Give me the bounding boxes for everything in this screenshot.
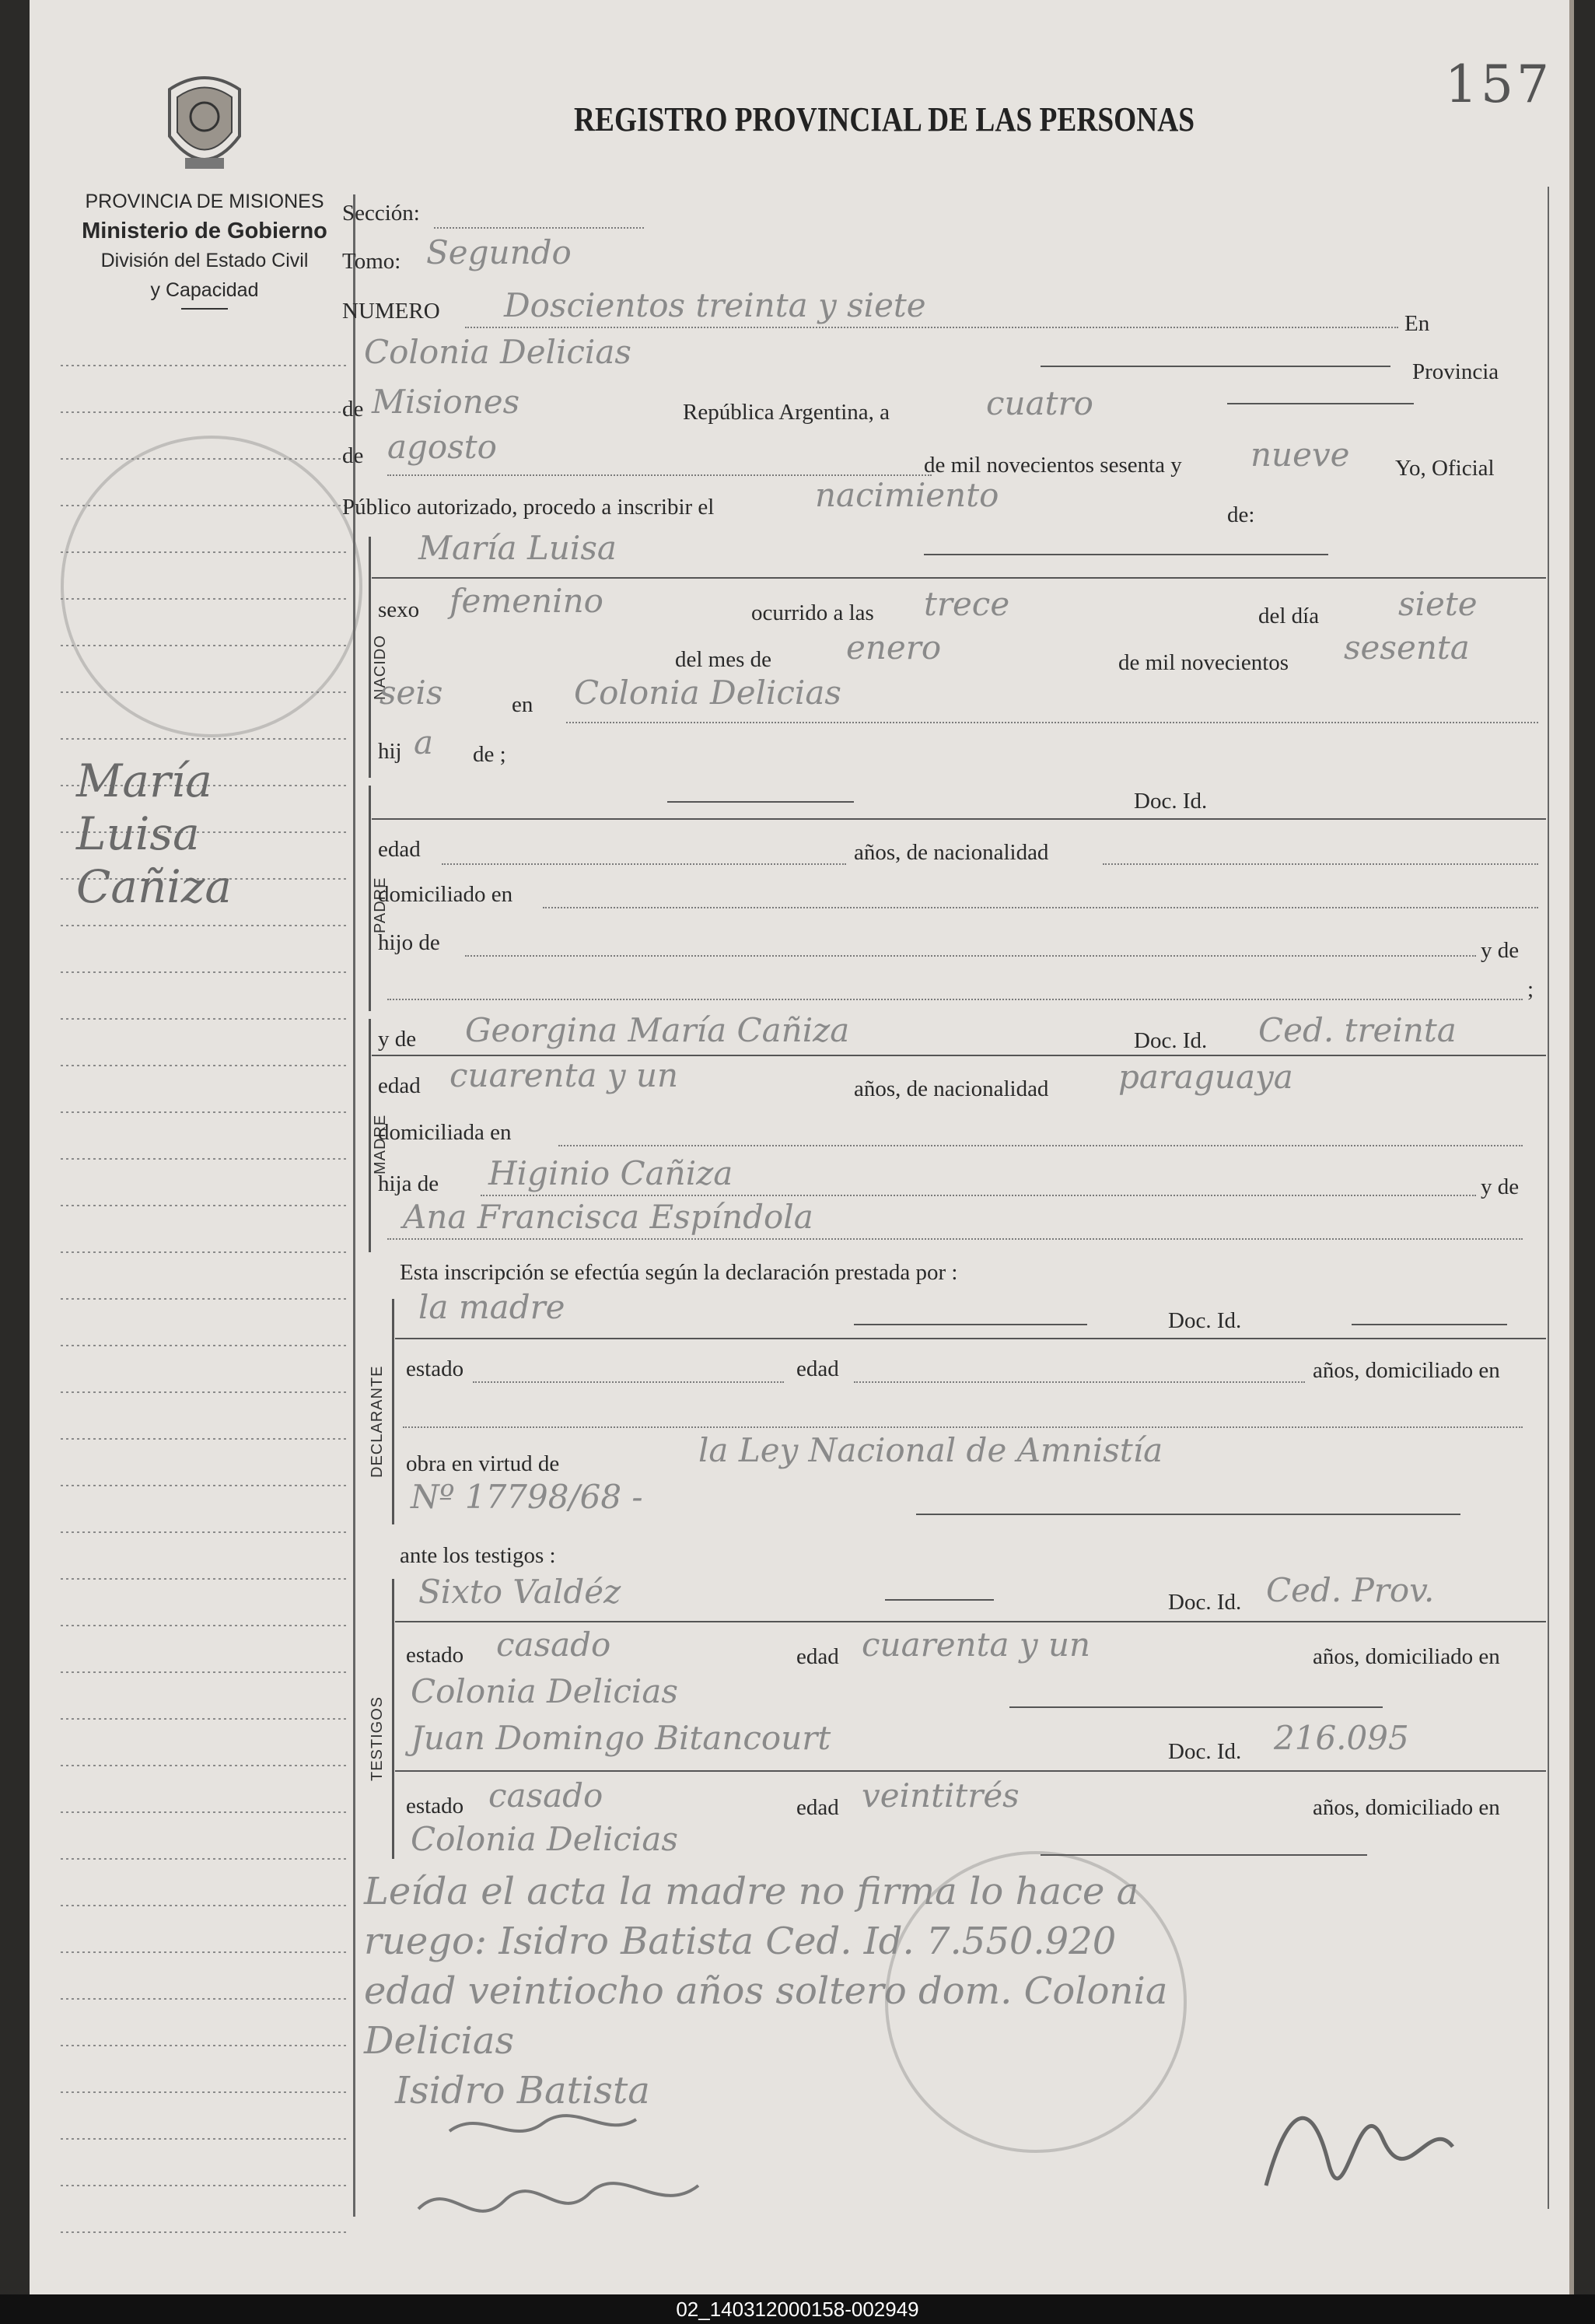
obs-line-5: Isidro Batista [395, 2069, 650, 2112]
padre-edad-label: edad [378, 837, 421, 862]
republica-label: República Argentina, a [683, 400, 890, 425]
signatures-left [403, 2100, 807, 2256]
section-bar-nacido [369, 537, 371, 778]
testigo1-top-rule [395, 1621, 1546, 1622]
issuing-authority [61, 187, 348, 313]
testigo2-top-rule [395, 1770, 1546, 1772]
testigo1-dom-value: Colonia Delicias [411, 1672, 678, 1710]
madre-nombre-value: Georgina María Cañiza [465, 1011, 850, 1049]
seccion-label: Sección: [342, 201, 420, 226]
page-number: 157 [1445, 54, 1552, 114]
sexo-value: femenino [449, 582, 603, 620]
officer-signature [1243, 2069, 1476, 2209]
madre-nac-label: años, de nacionalidad [854, 1076, 1049, 1101]
dia-acta-value: cuatro [986, 384, 1093, 422]
madre-y-de-label: y de [378, 1027, 417, 1052]
hij-label: hij [378, 739, 402, 764]
dia-acta-dash [1227, 403, 1414, 404]
padre-name-dash [667, 801, 854, 803]
madre-hija-label: hija de [378, 1171, 439, 1196]
declarante-dom-label: años, domiciliado en [1313, 1358, 1500, 1383]
margin-name [76, 754, 232, 913]
margin-name-3: Cañiza [76, 860, 232, 913]
declarante-edad-line [854, 1381, 1305, 1383]
hij-suffix-value: a [414, 723, 434, 761]
padre-dom-label: domiciliado en [378, 882, 513, 907]
lugar-nac-value: Colonia Delicias [574, 674, 841, 712]
section-bar-padre [369, 786, 371, 1011]
padre-edad-line [442, 863, 846, 865]
divider [181, 308, 228, 310]
madre-nac-value: paraguaya [1118, 1058, 1293, 1096]
testigo1-dom-dash [1009, 1706, 1383, 1708]
testigo1-dash [885, 1599, 994, 1601]
section-bar-declarante [392, 1299, 394, 1524]
madre-madre-value: Ana Francisca Espíndola [403, 1198, 813, 1236]
padre-doc-label: Doc. Id. [1134, 789, 1208, 814]
de-label-2: de [342, 443, 364, 468]
section-declarante: DECLARANTE [369, 1365, 386, 1478]
declarante-edad-label: edad [796, 1356, 839, 1381]
padre-dom-line [543, 907, 1538, 908]
testigo1-estado-label: estado [406, 1643, 464, 1668]
madre-madre-line [387, 1238, 1523, 1240]
provincia-value: Misiones [372, 383, 520, 421]
padre-hijo-label: hijo de [378, 930, 440, 955]
madre-dom-line [558, 1145, 1523, 1146]
province-label: PROVINCIA DE MISIONES [85, 191, 324, 212]
hora-value: trece [924, 585, 1010, 623]
nombre-dash [924, 554, 1328, 555]
testigo2-dom-dash [1041, 1854, 1367, 1856]
lugar-nac-line [566, 722, 1538, 723]
madre-doc-value: Ced. treinta [1258, 1011, 1457, 1049]
margin-name-1: María [76, 754, 212, 807]
publico-label: Público autorizado, procedo a inscribir el [342, 495, 715, 520]
division-label-1: División del Estado Civil [100, 250, 309, 271]
padre-madre-line [387, 999, 1523, 1000]
testigo1-doc-label: Doc. Id. [1168, 1590, 1242, 1615]
yo-oficial-label: Yo, Oficial [1395, 456, 1495, 481]
del-dia-label: del día [1258, 604, 1320, 628]
section-madre: MADRE [372, 1114, 389, 1174]
obs-line-3: edad veintiocho años soltero dom. Colonia [364, 1969, 1168, 2013]
del-mes-label: del mes de [675, 647, 772, 672]
declarante-dom-line [403, 1426, 1523, 1428]
testigo1-edad-label: edad [796, 1644, 839, 1669]
ante-label: ante los testigos : [400, 1543, 556, 1568]
obs-line-4: Delicias [364, 2019, 515, 2063]
obs-line-1: Leída el acta la madre no firma lo hace a [364, 1870, 1139, 1913]
registry-stamp [61, 436, 362, 737]
tipo-value: nacimiento [815, 476, 999, 514]
padre-y-de-label: y de [1481, 938, 1520, 963]
division-label-2: y Capacidad [150, 279, 259, 301]
padre-hijo-line [465, 955, 1476, 957]
numero-label: NUMERO [342, 299, 440, 324]
anio-nac-value-1: sesenta [1344, 628, 1470, 667]
sexo-label: sexo [378, 597, 420, 622]
testigo1-dom-label: años, domiciliado en [1313, 1644, 1500, 1669]
tomo-value: Segundo [426, 233, 572, 271]
mil-novecientos-label: de mil novecientos [1118, 650, 1289, 675]
obra-value-2: Nº 17798/68 - [411, 1478, 643, 1516]
section-padre: PADRE [372, 877, 389, 933]
testigo2-edad-value: veintitrés [862, 1776, 1020, 1815]
right-border [1548, 187, 1549, 2209]
provincia-label: Provincia [1412, 359, 1499, 384]
testigo2-dom-label: años, domiciliado en [1313, 1795, 1500, 1820]
madre-edad-value: cuarenta y un [449, 1056, 679, 1094]
dia-nac-value: siete [1398, 585, 1478, 623]
testigo1-doc-value: Ced. Prov. [1266, 1571, 1435, 1609]
madre-hija-line [481, 1195, 1476, 1196]
madre-padre-value: Higinio Cañiza [488, 1154, 733, 1192]
anio-acta-value: nueve [1250, 436, 1350, 474]
en-label: En [1404, 311, 1430, 336]
section-bar-testigos [392, 1579, 394, 1859]
ministry-label: Ministerio de Gobierno [82, 219, 327, 243]
madre-edad-label: edad [378, 1073, 421, 1098]
section-testigos: TESTIGOS [369, 1696, 386, 1781]
de-semi-label: de ; [473, 742, 506, 767]
padre-top-rule [372, 818, 1546, 820]
mes-acta-value: agosto [387, 428, 497, 466]
mes-nac-value: enero [846, 628, 942, 667]
declarante-dash [854, 1324, 1087, 1325]
anio-nac-value-2: seis [380, 674, 443, 712]
padre-nac-label: años, de nacionalidad [854, 840, 1049, 865]
observations [364, 1867, 1167, 2116]
obra-label: obra en virtud de [406, 1451, 560, 1476]
madre-doc-label: Doc. Id. [1134, 1028, 1208, 1053]
testigo1-edad-value: cuarenta y un [862, 1626, 1091, 1664]
madre-dom-label: domiciliada en [378, 1120, 512, 1145]
lugar-value: Colonia Delicias [364, 333, 631, 371]
testigo1-value: Sixto Valdéz [418, 1573, 621, 1611]
tomo-label: Tomo: [342, 249, 401, 274]
en-lower-label: en [512, 692, 533, 717]
madre-y-de-label-2: y de [1481, 1174, 1520, 1199]
declarante-value: la madre [418, 1288, 565, 1326]
numero-line [465, 327, 1398, 328]
testigo1-estado-value: casado [496, 1626, 611, 1664]
testigo2-estado-value: casado [488, 1776, 603, 1815]
testigo2-estado-label: estado [406, 1794, 464, 1818]
padre-semicolon: ; [1527, 977, 1534, 1002]
mil-sesenta-label: de mil novecientos sesenta y [924, 453, 1182, 478]
declarante-doc-label: Doc. Id. [1168, 1308, 1242, 1333]
page-title: REGISTRO PROVINCIAL DE LAS PERSONAS [574, 100, 1195, 138]
obra-value: la Ley Nacional de Amnistía [698, 1431, 1163, 1469]
inscripcion-label: Esta inscripción se efectúa según la declaración prestada por : [400, 1260, 958, 1285]
declarante-estado-line [473, 1381, 784, 1383]
testigo2-doc-label: Doc. Id. [1168, 1739, 1242, 1764]
testigo2-doc-value: 216.095 [1274, 1719, 1409, 1757]
obs-line-2: ruego: Isidro Batista Ced. Id. 7.550.920 [364, 1920, 1117, 1963]
nombre-value: María Luisa [418, 529, 617, 567]
declarante-estado-label: estado [406, 1356, 464, 1381]
obra-dash [916, 1514, 1460, 1515]
image-id-footer: 02_140312000158-002949 [0, 2294, 1595, 2324]
ocurrido-label: ocurrido a las [751, 600, 874, 625]
margin-name-2: Luisa [76, 807, 200, 860]
declarante-top-rule [395, 1338, 1546, 1339]
testigo2-value: Juan Domingo Bitancourt [411, 1719, 831, 1757]
seccion-line [434, 227, 644, 229]
testigo2-dom-value: Colonia Delicias [411, 1820, 678, 1858]
lugar-dash [1041, 366, 1390, 367]
section-bar-madre [369, 1019, 371, 1252]
numero-value: Doscientos treinta y siete [504, 286, 926, 324]
padre-nac-line [1103, 863, 1538, 865]
declarante-doc-dash [1352, 1324, 1507, 1325]
de-label: de [342, 397, 364, 422]
de-colon-label: de: [1227, 502, 1255, 527]
document-page [30, 0, 1574, 2294]
testigo2-edad-label: edad [796, 1795, 839, 1820]
nacido-top-rule [372, 577, 1546, 579]
section-nacido: NACIDO [372, 635, 389, 700]
coat-of-arms-icon [154, 66, 255, 183]
